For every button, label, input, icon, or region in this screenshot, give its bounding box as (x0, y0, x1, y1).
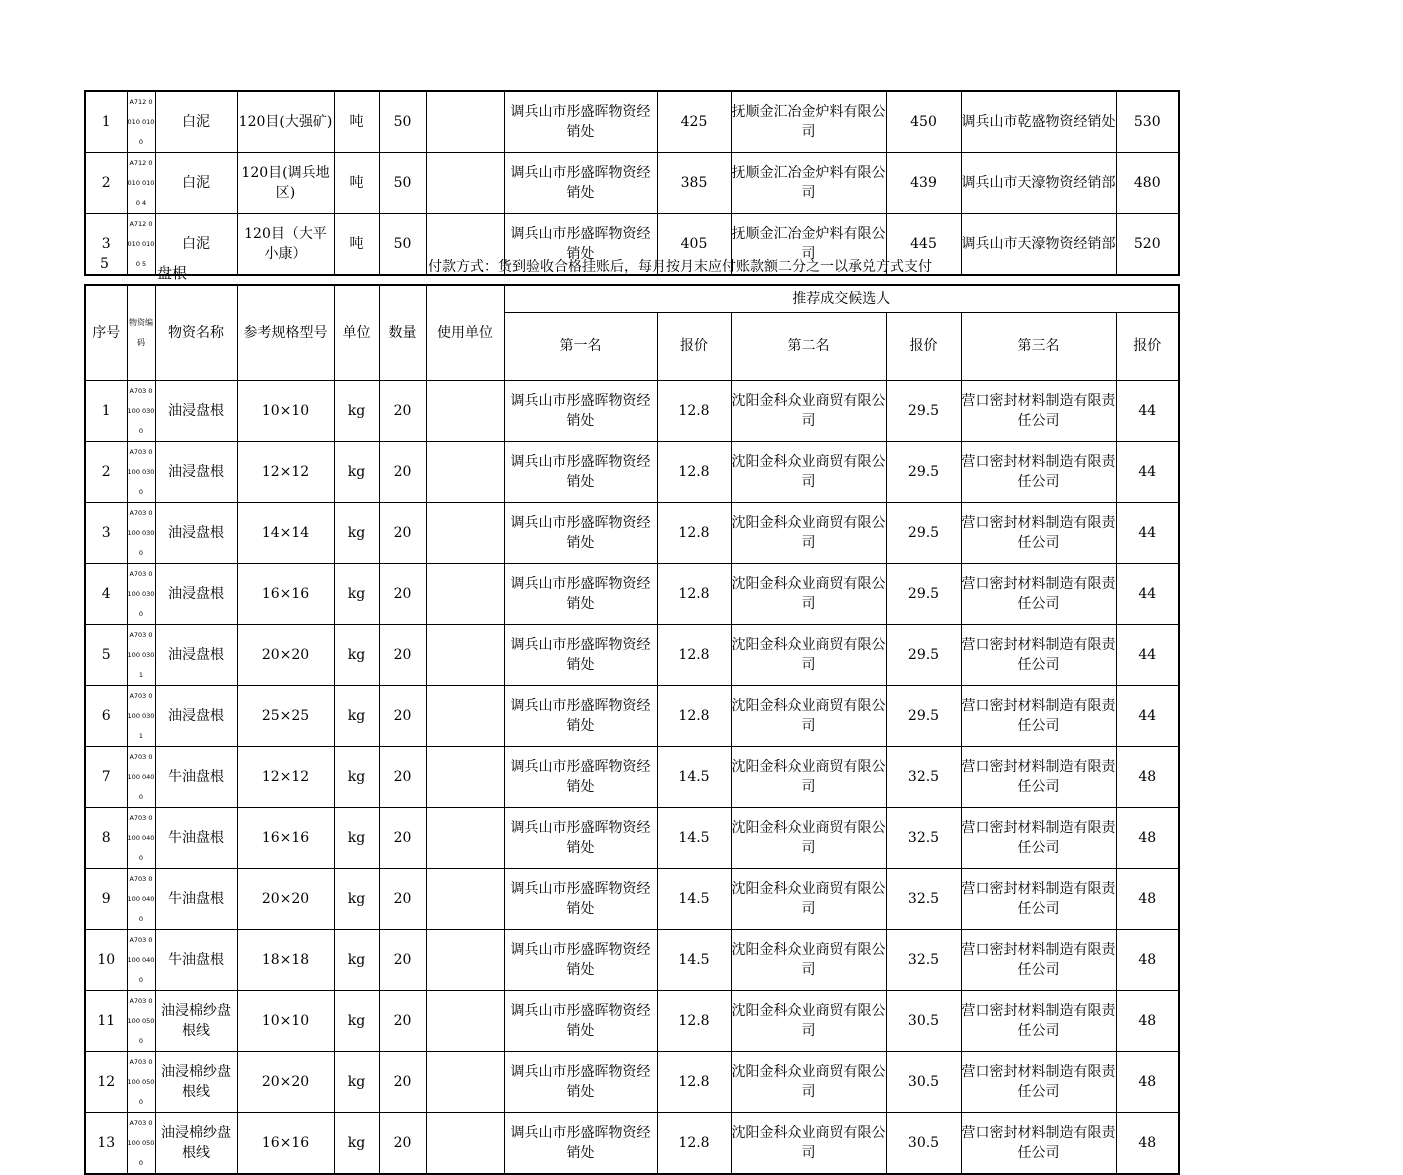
cell-unit: kg (334, 929, 379, 990)
cell-first-supplier: 调兵山市彤盛晖物资经销处 (504, 746, 657, 807)
header-price-3: 报价 (1116, 312, 1179, 380)
cell-spec: 18×18 (237, 929, 334, 990)
top-table (84, 90, 1180, 276)
cell-name: 白泥 (155, 214, 237, 276)
cell-price-1: 12.8 (657, 990, 731, 1051)
cell-name: 油浸盘根 (155, 563, 237, 624)
cell-qty: 20 (379, 929, 426, 990)
cell-price-3: 48 (1116, 807, 1179, 868)
cell-unit: kg (334, 1112, 379, 1174)
cell-code: A703 0100 0300 (127, 563, 155, 624)
cell-price-3: 44 (1116, 624, 1179, 685)
cell-code: A712 0010 0100 5 (127, 214, 155, 276)
table-row (85, 1051, 1179, 1112)
cell-spec: 10×10 (237, 990, 334, 1051)
cell-seq: 2 (85, 153, 127, 214)
cell-price-1: 425 (657, 91, 731, 153)
header-spec: 参考规格型号 (237, 285, 334, 380)
cell-first-supplier: 调兵山市彤盛晖物资经销处 (504, 1051, 657, 1112)
cell-price-2: 450 (886, 91, 961, 153)
cell-price-1: 12.8 (657, 441, 731, 502)
cell-seq: 3 (85, 214, 127, 276)
cell-seq: 12 (85, 1051, 127, 1112)
cell-first-supplier: 调兵山市彤盛晖物资经销处 (504, 990, 657, 1051)
cell-qty: 20 (379, 685, 426, 746)
cell-third-supplier: 营口密封材料制造有限责任公司 (961, 746, 1116, 807)
cell-unit: kg (334, 502, 379, 563)
cell-first-supplier: 调兵山市彤盛晖物资经销处 (504, 502, 657, 563)
cell-use (426, 746, 504, 807)
cell-price-1: 12.8 (657, 502, 731, 563)
cell-price-1: 14.5 (657, 746, 731, 807)
cell-price-3: 48 (1116, 929, 1179, 990)
cell-price-2: 29.5 (886, 685, 961, 746)
cell-third-supplier: 营口密封材料制造有限责任公司 (961, 1051, 1116, 1112)
cell-code: A703 0100 0500 (127, 1112, 155, 1174)
cell-seq: 10 (85, 929, 127, 990)
cell-use (426, 990, 504, 1051)
cell-code: A703 0100 0400 (127, 807, 155, 868)
cell-qty: 20 (379, 990, 426, 1051)
cell-seq: 4 (85, 563, 127, 624)
table-row (85, 624, 1179, 685)
header-second: 第二名 (731, 312, 886, 380)
cell-name: 牛油盘根 (155, 746, 237, 807)
cell-name: 油浸棉纱盘根线 (155, 1051, 237, 1112)
cell-price-2: 439 (886, 153, 961, 214)
cell-code: A703 0100 0300 (127, 502, 155, 563)
main-table (84, 284, 1180, 1175)
header-name: 物资名称 (155, 285, 237, 380)
cell-seq: 6 (85, 685, 127, 746)
cell-price-1: 12.8 (657, 624, 731, 685)
cell-qty: 20 (379, 502, 426, 563)
cell-price-3: 480 (1116, 153, 1179, 214)
cell-qty: 50 (379, 91, 426, 153)
header-price-2: 报价 (886, 312, 961, 380)
cell-name: 油浸盘根 (155, 441, 237, 502)
cell-price-3: 44 (1116, 380, 1179, 441)
cell-price-3: 48 (1116, 990, 1179, 1051)
cell-code: A703 0100 0301 (127, 685, 155, 746)
cell-spec: 120目(大强矿) (237, 91, 334, 153)
table-row (85, 91, 1179, 153)
cell-seq: 7 (85, 746, 127, 807)
cell-spec: 120目（大平小康） (237, 214, 334, 276)
cell-code: A703 0100 0300 (127, 441, 155, 502)
cell-qty: 20 (379, 1112, 426, 1174)
table-row (85, 563, 1179, 624)
table-row (85, 1112, 1179, 1174)
cell-first-supplier: 调兵山市彤盛晖物资经销处 (504, 929, 657, 990)
cell-code: A712 0010 0100 4 (127, 153, 155, 214)
cell-unit: kg (334, 746, 379, 807)
section-title: 盘根 (157, 264, 188, 282)
cell-spec: 12×12 (237, 441, 334, 502)
cell-qty: 50 (379, 153, 426, 214)
cell-code: A703 0100 0500 (127, 990, 155, 1051)
cell-qty: 50 (379, 214, 426, 276)
header-seq: 序号 (85, 285, 127, 380)
cell-price-3: 520 (1116, 214, 1179, 276)
cell-price-1: 14.5 (657, 929, 731, 990)
table-row (85, 990, 1179, 1051)
cell-price-2: 29.5 (886, 441, 961, 502)
cell-use (426, 1051, 504, 1112)
cell-use (426, 502, 504, 563)
cell-first-supplier: 调兵山市彤盛晖物资经销处 (504, 685, 657, 746)
cell-seq: 2 (85, 441, 127, 502)
cell-price-2: 29.5 (886, 380, 961, 441)
cell-third-supplier: 营口密封材料制造有限责任公司 (961, 868, 1116, 929)
cell-second-supplier: 沈阳金科众业商贸有限公司 (731, 380, 886, 441)
cell-seq: 3 (85, 502, 127, 563)
cell-qty: 20 (379, 380, 426, 441)
cell-unit: kg (334, 380, 379, 441)
table-row (85, 868, 1179, 929)
cell-first-supplier: 调兵山市彤盛晖物资经销处 (504, 380, 657, 441)
table-row (85, 502, 1179, 563)
header-first: 第一名 (504, 312, 657, 380)
cell-price-2: 32.5 (886, 868, 961, 929)
cell-unit: 吨 (334, 153, 379, 214)
table-row (85, 153, 1179, 214)
cell-qty: 20 (379, 746, 426, 807)
cell-name: 牛油盘根 (155, 868, 237, 929)
cell-second-supplier: 沈阳金科众业商贸有限公司 (731, 1051, 886, 1112)
cell-second-supplier: 沈阳金科众业商贸有限公司 (731, 502, 886, 563)
cell-price-1: 12.8 (657, 1051, 731, 1112)
cell-seq: 11 (85, 990, 127, 1051)
cell-first-supplier: 调兵山市彤盛晖物资经销处 (504, 807, 657, 868)
cell-seq: 9 (85, 868, 127, 929)
cell-unit: kg (334, 624, 379, 685)
cell-use (426, 624, 504, 685)
cell-seq: 8 (85, 807, 127, 868)
table-row (85, 746, 1179, 807)
cell-third-supplier: 营口密封材料制造有限责任公司 (961, 624, 1116, 685)
cell-third-supplier: 调兵山市天濠物资经销部 (961, 153, 1116, 214)
cell-name: 白泥 (155, 153, 237, 214)
cell-price-1: 12.8 (657, 563, 731, 624)
cell-first-supplier: 调兵山市彤盛晖物资经销处 (504, 441, 657, 502)
cell-third-supplier: 营口密封材料制造有限责任公司 (961, 929, 1116, 990)
cell-first-supplier: 调兵山市彤盛晖物资经销处 (504, 868, 657, 929)
cell-price-1: 12.8 (657, 380, 731, 441)
cell-use (426, 868, 504, 929)
cell-use (426, 807, 504, 868)
cell-second-supplier: 沈阳金科众业商贸有限公司 (731, 685, 886, 746)
cell-seq: 1 (85, 380, 127, 441)
header-price-1: 报价 (657, 312, 731, 380)
cell-qty: 20 (379, 624, 426, 685)
cell-second-supplier: 沈阳金科众业商贸有限公司 (731, 929, 886, 990)
cell-name: 油浸盘根 (155, 624, 237, 685)
cell-price-2: 30.5 (886, 1112, 961, 1174)
cell-spec: 16×16 (237, 1112, 334, 1174)
cell-price-3: 48 (1116, 868, 1179, 929)
header-code: 物资编码 (127, 285, 155, 380)
cell-price-2: 29.5 (886, 563, 961, 624)
cell-code: A703 0100 0400 (127, 868, 155, 929)
cell-qty: 20 (379, 868, 426, 929)
cell-unit: kg (334, 868, 379, 929)
cell-qty: 20 (379, 1051, 426, 1112)
cell-second-supplier: 沈阳金科众业商贸有限公司 (731, 746, 886, 807)
cell-spec: 25×25 (237, 685, 334, 746)
cell-price-3: 44 (1116, 502, 1179, 563)
cell-third-supplier: 营口密封材料制造有限责任公司 (961, 502, 1116, 563)
cell-second-supplier: 抚顺金汇冶金炉料有限公司 (731, 214, 886, 276)
cell-price-1: 14.5 (657, 868, 731, 929)
cell-use (426, 153, 504, 214)
cell-third-supplier: 营口密封材料制造有限责任公司 (961, 380, 1116, 441)
cell-unit: kg (334, 563, 379, 624)
cell-third-supplier: 营口密封材料制造有限责任公司 (961, 1112, 1116, 1174)
cell-spec: 14×14 (237, 502, 334, 563)
cell-first-supplier: 调兵山市彤盛晖物资经销处 (504, 153, 657, 214)
cell-price-3: 44 (1116, 441, 1179, 502)
header-qty: 数量 (379, 285, 426, 380)
cell-price-3: 530 (1116, 91, 1179, 153)
cell-second-supplier: 沈阳金科众业商贸有限公司 (731, 624, 886, 685)
cell-first-supplier: 调兵山市彤盛晖物资经销处 (504, 1112, 657, 1174)
cell-first-supplier: 调兵山市彤盛晖物资经销处 (504, 91, 657, 153)
table-row (85, 929, 1179, 990)
cell-price-2: 30.5 (886, 990, 961, 1051)
cell-unit: kg (334, 1051, 379, 1112)
cell-price-3: 48 (1116, 1112, 1179, 1174)
payment-terms: 付款方式：货到验收合格挂账后，每月按月末应付账款额二分之一以承兑方式支付 (428, 259, 932, 275)
cell-spec: 20×20 (237, 624, 334, 685)
cell-name: 油浸棉纱盘根线 (155, 990, 237, 1051)
cell-third-supplier: 营口密封材料制造有限责任公司 (961, 685, 1116, 746)
cell-seq: 13 (85, 1112, 127, 1174)
cell-price-2: 29.5 (886, 502, 961, 563)
cell-second-supplier: 抚顺金汇冶金炉料有限公司 (731, 91, 886, 153)
header-candidates: 推荐成交候选人 (504, 285, 1179, 312)
cell-price-1: 385 (657, 153, 731, 214)
cell-price-3: 48 (1116, 746, 1179, 807)
cell-price-1: 14.5 (657, 807, 731, 868)
cell-price-1: 405 (657, 214, 731, 276)
cell-use (426, 380, 504, 441)
cell-code: A703 0100 0300 (127, 380, 155, 441)
cell-name: 牛油盘根 (155, 929, 237, 990)
header-third: 第三名 (961, 312, 1116, 380)
cell-price-1: 12.8 (657, 1112, 731, 1174)
cell-use (426, 685, 504, 746)
table-row (85, 807, 1179, 868)
cell-third-supplier: 营口密封材料制造有限责任公司 (961, 563, 1116, 624)
cell-spec: 10×10 (237, 380, 334, 441)
cell-third-supplier: 调兵山市天濠物资经销部 (961, 214, 1116, 276)
cell-second-supplier: 沈阳金科众业商贸有限公司 (731, 868, 886, 929)
cell-third-supplier: 营口密封材料制造有限责任公司 (961, 990, 1116, 1051)
cell-qty: 20 (379, 441, 426, 502)
cell-second-supplier: 沈阳金科众业商贸有限公司 (731, 1112, 886, 1174)
cell-price-3: 44 (1116, 685, 1179, 746)
table-row (85, 685, 1179, 746)
cell-use (426, 441, 504, 502)
cell-name: 白泥 (155, 91, 237, 153)
cell-second-supplier: 沈阳金科众业商贸有限公司 (731, 807, 886, 868)
cell-price-2: 32.5 (886, 807, 961, 868)
table-row (85, 380, 1179, 441)
cell-seq: 1 (85, 91, 127, 153)
cell-code: A703 0100 0400 (127, 929, 155, 990)
cell-use (426, 563, 504, 624)
cell-price-1: 12.8 (657, 685, 731, 746)
cell-third-supplier: 营口密封材料制造有限责任公司 (961, 441, 1116, 502)
cell-unit: 吨 (334, 214, 379, 276)
cell-first-supplier: 调兵山市彤盛晖物资经销处 (504, 624, 657, 685)
cell-second-supplier: 沈阳金科众业商贸有限公司 (731, 990, 886, 1051)
cell-qty: 20 (379, 563, 426, 624)
cell-price-3: 48 (1116, 1051, 1179, 1112)
cell-name: 牛油盘根 (155, 807, 237, 868)
cell-name: 油浸棉纱盘根线 (155, 1112, 237, 1174)
cell-second-supplier: 抚顺金汇冶金炉料有限公司 (731, 153, 886, 214)
cell-price-3: 44 (1116, 563, 1179, 624)
cell-third-supplier: 营口密封材料制造有限责任公司 (961, 807, 1116, 868)
cell-spec: 16×16 (237, 807, 334, 868)
cell-name: 油浸盘根 (155, 502, 237, 563)
cell-price-2: 29.5 (886, 624, 961, 685)
section-number: 5 (100, 256, 109, 272)
cell-second-supplier: 沈阳金科众业商贸有限公司 (731, 563, 886, 624)
cell-name: 油浸盘根 (155, 380, 237, 441)
cell-spec: 120目(调兵地区) (237, 153, 334, 214)
cell-third-supplier: 调兵山市乾盛物资经销处 (961, 91, 1116, 153)
cell-use (426, 91, 504, 153)
cell-price-2: 445 (886, 214, 961, 276)
cell-code: A703 0100 0400 (127, 746, 155, 807)
header-use: 使用单位 (426, 285, 504, 380)
cell-seq: 5 (85, 624, 127, 685)
cell-second-supplier: 沈阳金科众业商贸有限公司 (731, 441, 886, 502)
cell-unit: kg (334, 685, 379, 746)
cell-code: A703 0100 0301 (127, 624, 155, 685)
cell-code: A712 0010 0100 (127, 91, 155, 153)
cell-price-2: 32.5 (886, 746, 961, 807)
cell-spec: 20×20 (237, 868, 334, 929)
cell-spec: 12×12 (237, 746, 334, 807)
cell-unit: kg (334, 807, 379, 868)
cell-spec: 20×20 (237, 1051, 334, 1112)
cell-price-2: 32.5 (886, 929, 961, 990)
cell-price-2: 30.5 (886, 1051, 961, 1112)
cell-qty: 20 (379, 807, 426, 868)
table-row (85, 441, 1179, 502)
cell-use (426, 929, 504, 990)
header-unit: 单位 (334, 285, 379, 380)
cell-unit: kg (334, 441, 379, 502)
cell-first-supplier: 调兵山市彤盛晖物资经销处 (504, 214, 657, 276)
cell-unit: 吨 (334, 91, 379, 153)
cell-spec: 16×16 (237, 563, 334, 624)
cell-name: 油浸盘根 (155, 685, 237, 746)
cell-use (426, 1112, 504, 1174)
cell-unit: kg (334, 990, 379, 1051)
cell-code: A703 0100 0500 (127, 1051, 155, 1112)
cell-first-supplier: 调兵山市彤盛晖物资经销处 (504, 563, 657, 624)
